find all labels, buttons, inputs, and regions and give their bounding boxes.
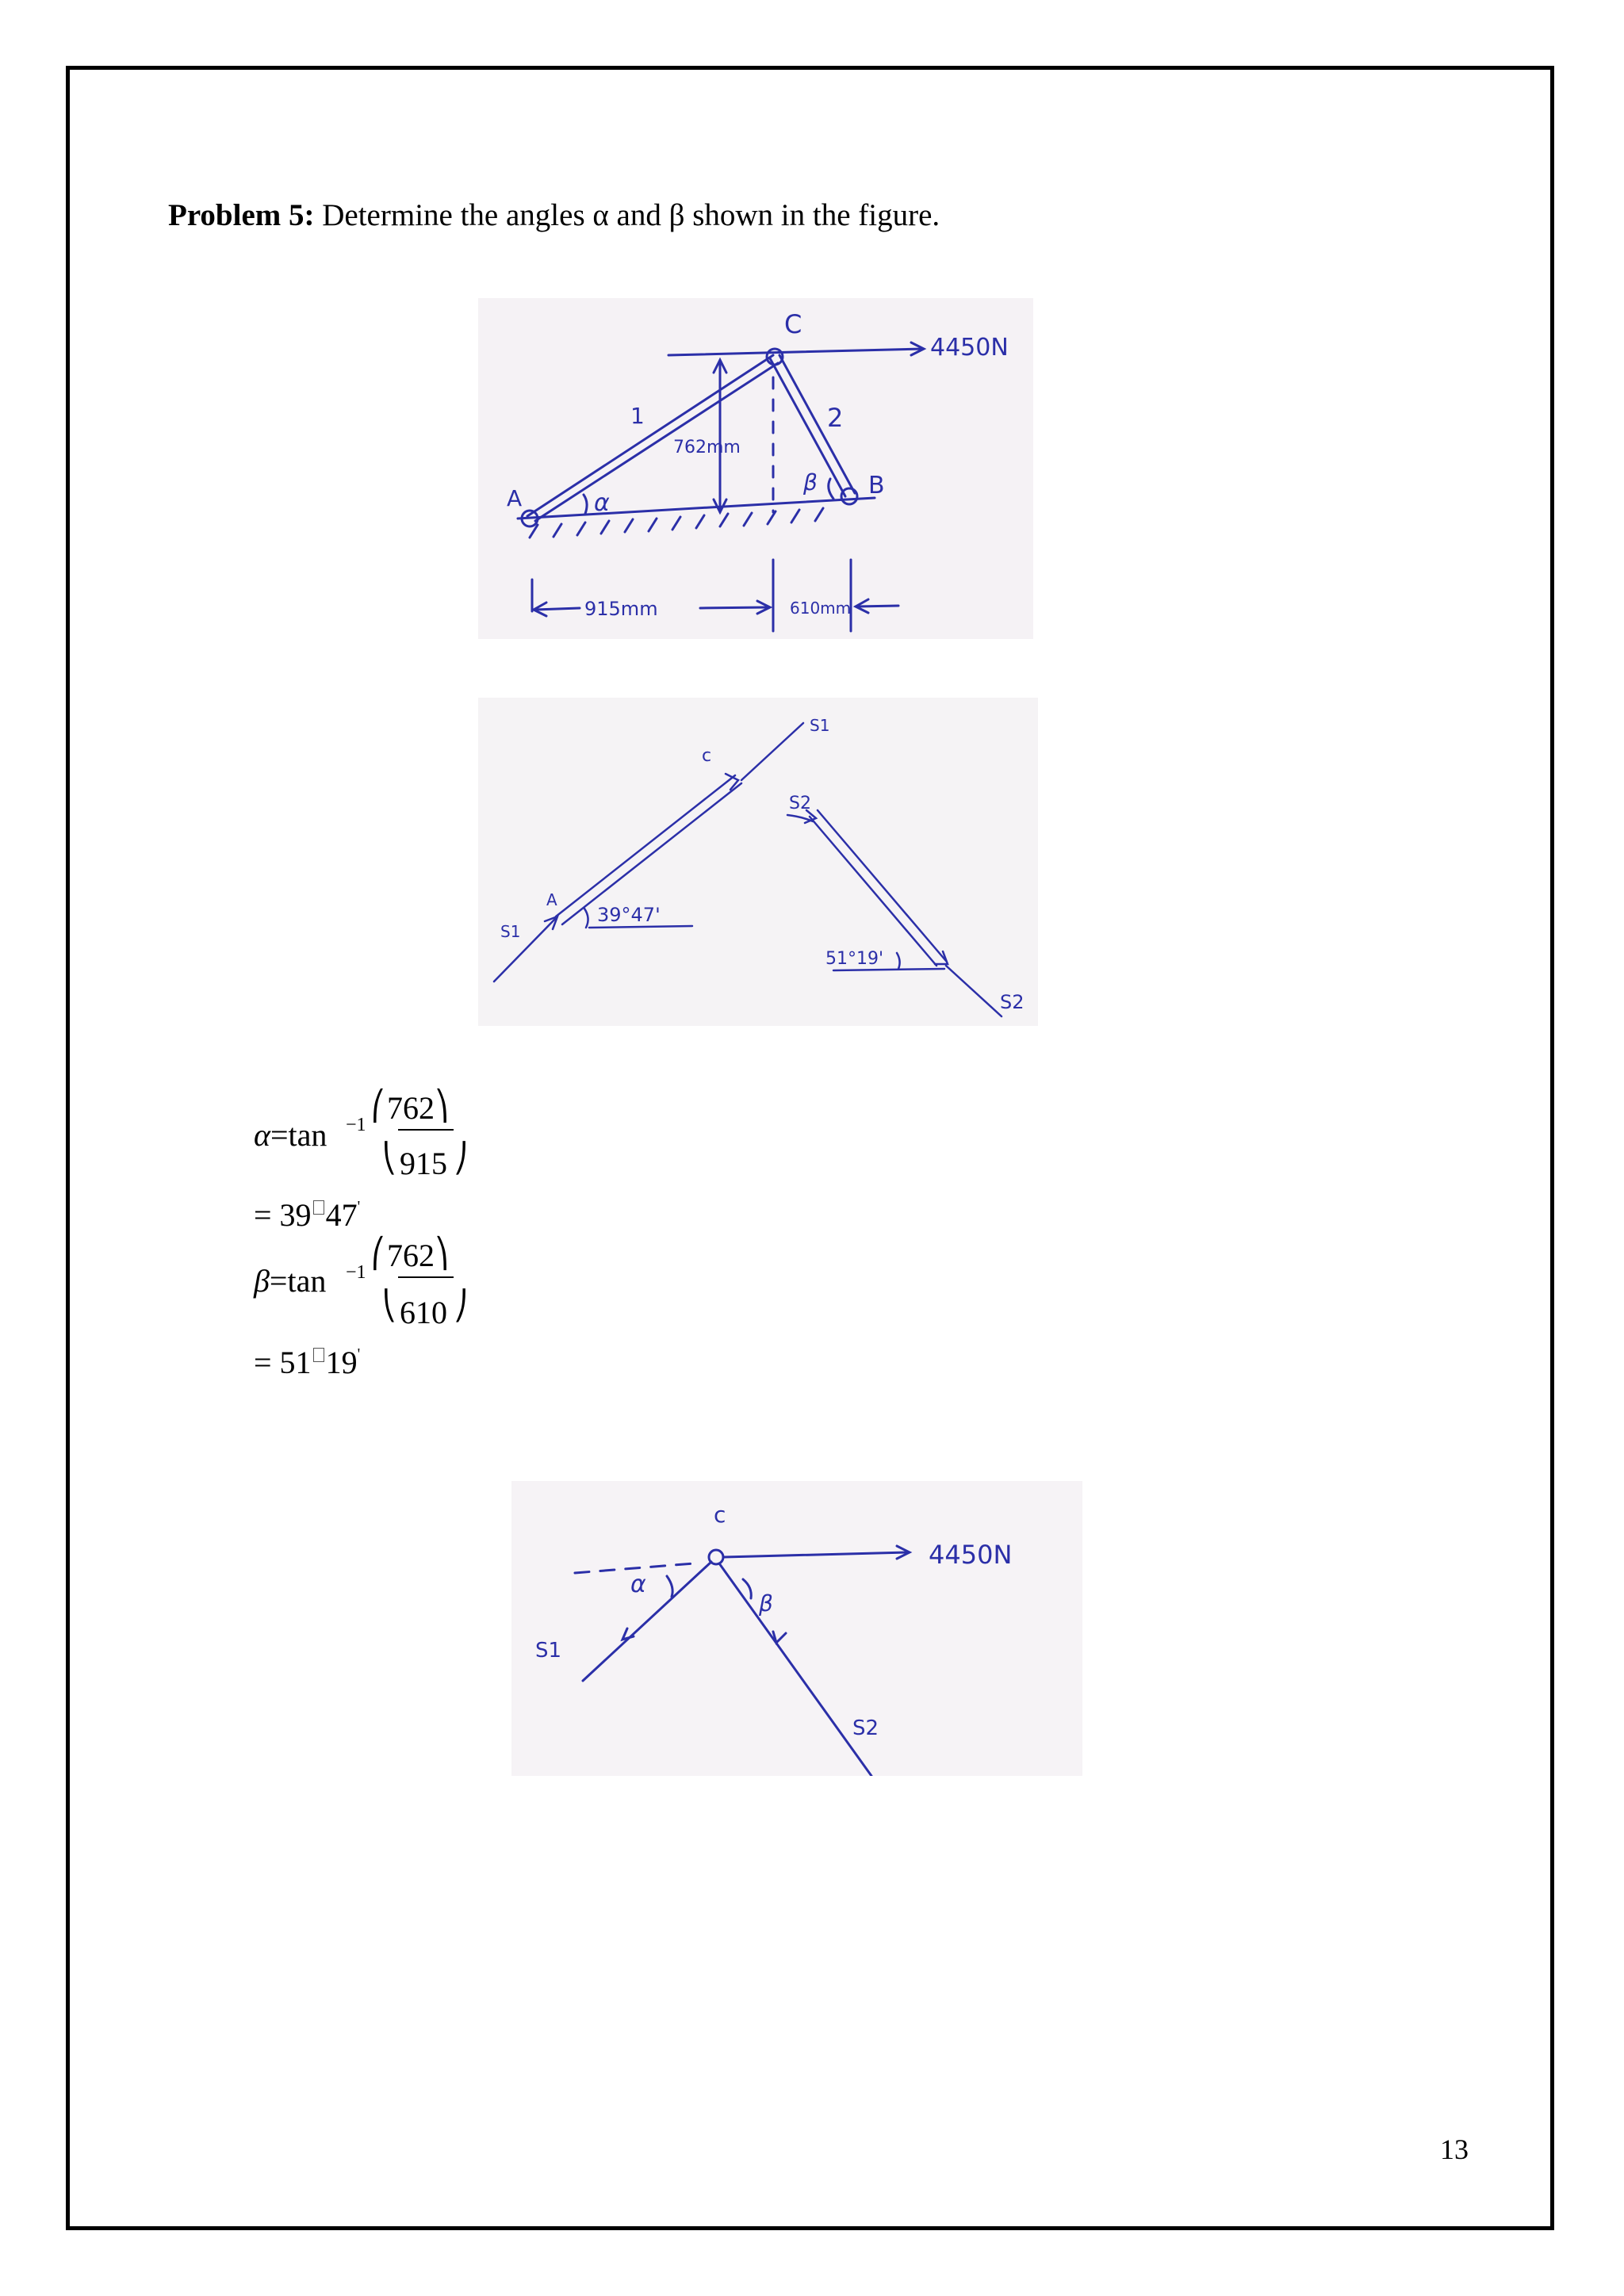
fig3-force: 4450N bbox=[929, 1540, 1013, 1570]
fig3-beta: β bbox=[759, 1590, 773, 1617]
fig1-dim-right: 610mm bbox=[790, 599, 852, 618]
fig1-height: 762mm bbox=[673, 438, 741, 457]
fig1-member-1: 1 bbox=[630, 403, 645, 429]
alpha-numerator: 762 bbox=[387, 1090, 435, 1126]
fig2-s2-bottom: S2 bbox=[1000, 991, 1025, 1013]
fig2-angle-2: 51°19' bbox=[825, 949, 884, 969]
fig2-s1-bottom: S1 bbox=[500, 922, 521, 941]
alpha-paren-top-left: ⎛ bbox=[371, 1090, 385, 1122]
fig1-point-a: A bbox=[507, 485, 523, 511]
alpha-result-degrees: = 39 bbox=[254, 1197, 312, 1233]
fig3-alpha: α bbox=[630, 1571, 646, 1598]
alpha-result-minutes: 47 bbox=[325, 1197, 358, 1233]
beta-inverse: −1 bbox=[346, 1262, 366, 1283]
alpha-paren-bottom-right: ⎠ bbox=[454, 1142, 468, 1174]
fig3-s2: S2 bbox=[852, 1716, 879, 1740]
fig1-member-2: 2 bbox=[827, 403, 844, 433]
alpha-inverse: −1 bbox=[346, 1115, 366, 1135]
beta-eq-tan: =tan bbox=[269, 1263, 327, 1299]
beta-denominator: 610 bbox=[400, 1295, 447, 1330]
figure-joint-c bbox=[511, 1481, 1082, 1776]
alpha-paren-bottom-left: ⎝ bbox=[382, 1142, 396, 1174]
beta-result-degrees: = 51 bbox=[254, 1345, 312, 1380]
degree-box-icon bbox=[313, 1348, 324, 1362]
fig1-beta: β bbox=[803, 469, 818, 496]
fig2-point-c: c bbox=[702, 746, 712, 766]
alpha-denominator: 915 bbox=[400, 1146, 447, 1181]
beta-symbol: β bbox=[254, 1263, 270, 1299]
beta-paren-bottom-right: ⎠ bbox=[454, 1290, 468, 1322]
figure-truss bbox=[478, 298, 1033, 639]
figure-members bbox=[478, 698, 1038, 1026]
degree-box-icon bbox=[313, 1200, 324, 1215]
alpha-prime: ' bbox=[357, 1198, 361, 1215]
alpha-fraction-bar bbox=[398, 1129, 454, 1131]
alpha-result bbox=[254, 1199, 360, 1231]
page-number: 13 bbox=[1440, 2133, 1469, 2165]
problem-text: Determine the angles α and β shown in the figure. bbox=[322, 198, 940, 232]
beta-paren-bottom-left: ⎝ bbox=[382, 1290, 396, 1322]
fig1-point-c: C bbox=[784, 309, 802, 339]
fig1-force: 4450N bbox=[930, 334, 1009, 362]
beta-prime: ' bbox=[357, 1345, 361, 1363]
beta-result-minutes: 19 bbox=[325, 1345, 358, 1380]
problem-heading bbox=[168, 197, 940, 235]
beta-result bbox=[254, 1346, 360, 1379]
equation-beta-line bbox=[254, 1265, 326, 1297]
beta-paren-top-right: ⎞ bbox=[435, 1238, 449, 1269]
fig2-s2-top: S2 bbox=[789, 794, 811, 813]
equation-alpha-line bbox=[254, 1119, 327, 1151]
fig1-alpha: α bbox=[594, 489, 610, 517]
beta-fraction-bar bbox=[398, 1276, 454, 1278]
alpha-eq-tan: =tan bbox=[270, 1117, 327, 1153]
alpha-paren-top-right: ⎞ bbox=[435, 1090, 449, 1122]
beta-numerator: 762 bbox=[387, 1238, 435, 1273]
fig3-point-c: c bbox=[714, 1502, 726, 1528]
problem-label: Problem 5: bbox=[168, 198, 315, 232]
alpha-symbol: α bbox=[254, 1117, 270, 1153]
fig1-point-b: B bbox=[868, 472, 885, 499]
fig3-s1: S1 bbox=[535, 1639, 562, 1663]
fig2-s1-top: S1 bbox=[810, 716, 830, 735]
fig1-dim-left: 915mm bbox=[584, 598, 658, 620]
fig2-point-a: A bbox=[546, 890, 557, 909]
fig2-angle-1: 39°47' bbox=[597, 904, 661, 926]
beta-paren-top-left: ⎛ bbox=[371, 1238, 385, 1269]
